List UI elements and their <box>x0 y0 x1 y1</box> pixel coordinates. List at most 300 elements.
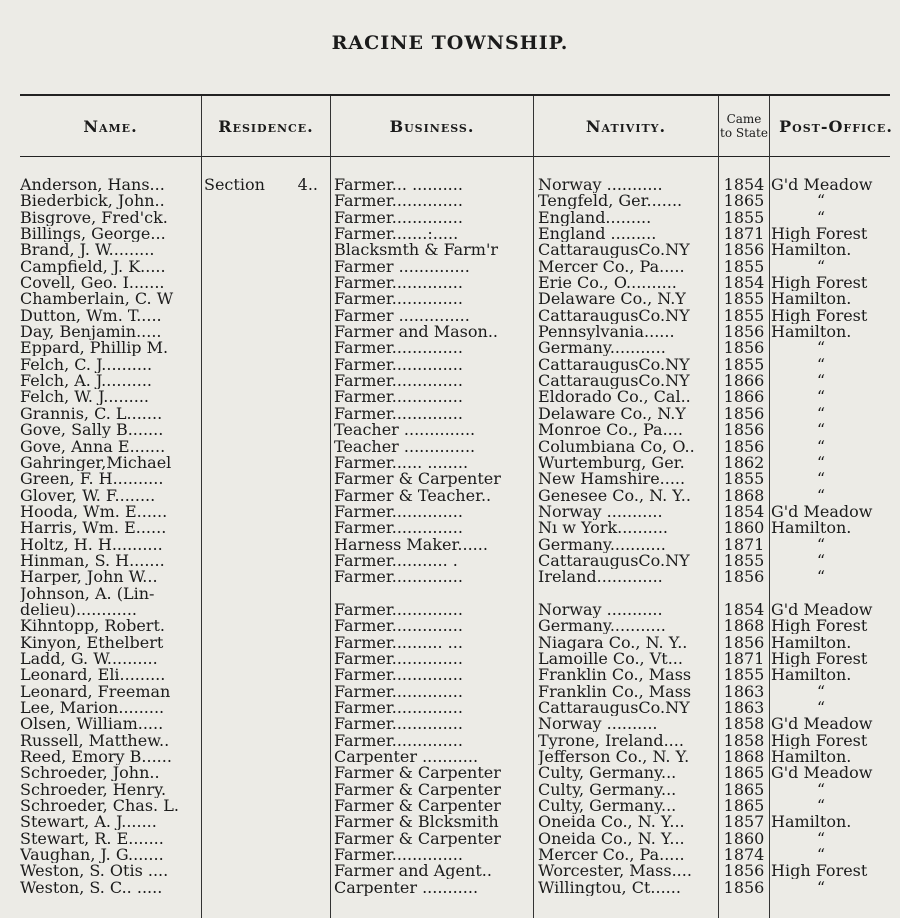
row-post-office <box>771 488 896 504</box>
row-business: Teacher .............. <box>334 438 476 455</box>
row-nativity: Columbiana Co, O.. <box>538 438 695 455</box>
table-row <box>0 488 900 504</box>
row-came-to-state: 1868 <box>723 487 765 504</box>
row-name: Johnson, A. (Lin- <box>20 585 155 602</box>
row-business: Farmer.............. <box>334 373 463 390</box>
row-came-to-state: 1854 <box>723 601 765 618</box>
row-nativity: Oneida Co., N. Y... <box>538 830 685 847</box>
row-business: Farmer... .......... <box>334 177 463 193</box>
row-nativity: Culty, Germany... <box>538 798 677 815</box>
row-came-to-state: 1862 <box>723 454 765 471</box>
row-came-to-state: 1856 <box>723 569 765 586</box>
row-nativity: Delaware Co., N.Y <box>538 291 686 308</box>
row-name: Gahringer,Michael <box>20 454 172 471</box>
residence-label: Section <box>204 177 265 193</box>
ditto-mark: “ <box>816 683 826 700</box>
row-business: Farmer.............. <box>334 405 463 422</box>
row-post-office <box>771 242 896 258</box>
row-post-office <box>771 814 896 830</box>
row-nativity: Franklin Co., Mass <box>538 667 692 684</box>
ditto-mark: “ <box>816 700 826 716</box>
row-nativity: Wurtemburg, Ger. <box>538 454 685 471</box>
row-nativity: Oneida Co., N. Y... <box>538 814 685 831</box>
row-business: Farmer.............. <box>334 291 463 308</box>
post-office-value: Hamilton. <box>771 324 852 341</box>
row-nativity: Germany........... <box>538 536 666 553</box>
row-post-office <box>771 569 896 585</box>
ditto-mark: “ <box>816 422 826 439</box>
row-nativity: Mercer Co., Pa..... <box>538 847 685 864</box>
row-nativity: Tyrone, Ireland.... <box>538 732 684 749</box>
post-office-value: Hamilton. <box>771 634 852 651</box>
section-number: 4.. <box>297 177 318 193</box>
row-came-to-state: 1855 <box>723 258 765 275</box>
row-post-office <box>771 798 896 814</box>
row-name: Green, F. H.......... <box>20 471 164 488</box>
row-nativity: Franklin Co., Mass <box>538 683 692 700</box>
row-business: Farmer.............. <box>334 618 463 635</box>
row-came-to-state: 1854 <box>723 177 765 193</box>
row-nativity: Eldorado Co., Cal.. <box>538 389 691 406</box>
row-nativity: Tengfeld, Ger....... <box>538 193 683 210</box>
table-row <box>0 259 900 275</box>
row-name: Felch, C. J.......... <box>20 356 153 373</box>
row-nativity: New Hamshire..... <box>538 471 686 488</box>
row-name: Grannis, C. L....... <box>20 405 163 422</box>
table-row <box>0 389 900 405</box>
row-business: Farmer & Teacher.. <box>334 487 492 504</box>
ditto-mark: “ <box>816 193 826 210</box>
row-post-office <box>771 210 896 226</box>
row-post-office <box>771 880 896 896</box>
row-nativity: CattaraugusCo.NY <box>538 552 690 569</box>
row-residence <box>204 177 326 193</box>
post-office-value: High Forest <box>771 732 868 749</box>
row-came-to-state: 1865 <box>723 765 765 782</box>
row-name: Holtz, H. H.......... <box>20 536 163 553</box>
row-post-office <box>771 520 896 536</box>
row-business: Teacher .............. <box>334 422 476 439</box>
row-name: Felch, A. J.......... <box>20 373 153 390</box>
row-business: Farmer.............. <box>334 275 463 292</box>
row-name: Felch, W. J......... <box>20 389 150 406</box>
row-came-to-state: 1858 <box>723 716 765 733</box>
ditto-mark: “ <box>816 373 826 390</box>
row-came-to-state: 1868 <box>723 618 765 635</box>
row-name: Vaughan, J. G....... <box>20 847 164 864</box>
row-business: Farmer & Carpenter <box>334 781 501 798</box>
table-row <box>0 455 900 471</box>
row-business: Farmer & Blcksmith <box>334 814 499 831</box>
row-came-to-state: 1871 <box>723 226 765 243</box>
row-business: Farmer.............. <box>334 209 463 226</box>
table-row <box>0 422 900 438</box>
row-post-office <box>771 340 896 356</box>
row-post-office <box>771 602 896 618</box>
post-office-value: G'd Meadow <box>771 716 873 733</box>
row-name: Weston, S. Otis .... <box>20 863 169 880</box>
table-row <box>0 684 900 700</box>
table-row <box>0 553 900 569</box>
ditto-mark: “ <box>816 438 826 455</box>
row-nativity: Norway ........... <box>538 503 663 520</box>
row-came-to-state: 1856 <box>723 438 765 455</box>
row-came-to-state: 1865 <box>723 781 765 798</box>
row-name: Schroeder, Henry. <box>20 781 167 798</box>
row-name: Glover, W. F........ <box>20 487 156 504</box>
row-name: Weston, S. C.. ..... <box>20 879 163 896</box>
post-office-value: High Forest <box>771 307 868 324</box>
row-name: Russell, Matthew.. <box>20 732 170 749</box>
row-name: Kinyon, Ethelbert <box>20 634 164 651</box>
row-name: Gove, Sally B....... <box>20 422 164 439</box>
row-nativity: CattaraugusCo.NY <box>538 307 690 324</box>
row-business: Farmer...... ........ <box>334 454 469 471</box>
row-post-office <box>771 667 896 683</box>
row-nativity: England......... <box>538 209 652 226</box>
row-post-office <box>771 635 896 651</box>
row-name: Chamberlain, C. W <box>20 291 174 308</box>
post-office-value: High Forest <box>771 650 868 667</box>
row-business: Farmer.......:..... <box>334 226 459 243</box>
row-came-to-state: 1860 <box>723 830 765 847</box>
row-name: Reed, Emory B...... <box>20 749 172 766</box>
row-post-office <box>771 553 896 569</box>
post-office-value: High Forest <box>771 863 868 880</box>
row-name: Kihntopp, Robert. <box>20 618 165 635</box>
row-nativity: Mercer Co., Pa..... <box>538 258 685 275</box>
row-post-office <box>771 324 896 340</box>
row-nativity: CattaraugusCo.NY <box>538 356 690 373</box>
row-post-office <box>771 716 896 732</box>
row-name: Dutton, Wm. T..... <box>20 307 162 324</box>
table-row <box>0 651 900 667</box>
row-post-office <box>771 406 896 422</box>
row-post-office <box>771 537 896 553</box>
header-residence: Residence. <box>218 116 314 136</box>
row-post-office <box>771 700 896 716</box>
table-row <box>0 520 900 536</box>
row-came-to-state: 1866 <box>723 389 765 406</box>
row-business: Blacksmth & Farm'r <box>334 242 499 259</box>
row-came-to-state: 1856 <box>723 879 765 896</box>
row-nativity: Ireland............. <box>538 569 663 586</box>
table-row <box>0 749 900 765</box>
page-title: RACINE TOWNSHIP. <box>331 32 569 54</box>
row-business: Farmer.............. <box>334 847 463 864</box>
table-row <box>0 798 900 814</box>
row-name: Hooda, Wm. E...... <box>20 503 168 520</box>
ditto-mark: “ <box>816 569 826 586</box>
table-row <box>0 635 900 651</box>
header-bottom-rule <box>20 156 890 157</box>
row-name: delieu)............ <box>20 601 137 618</box>
table-row <box>0 193 900 209</box>
row-business: Farmer.............. <box>334 356 463 373</box>
table-row <box>0 880 900 896</box>
row-came-to-state: 1868 <box>723 749 765 766</box>
row-nativity: CattaraugusCo.NY <box>538 242 690 259</box>
row-came-to-state: 1865 <box>723 193 765 210</box>
table-row <box>0 847 900 863</box>
row-post-office <box>771 765 896 781</box>
table-row <box>0 226 900 242</box>
header-business: Business. <box>389 116 475 136</box>
row-came-to-state: 1855 <box>723 209 765 226</box>
row-post-office <box>771 193 896 209</box>
table-row <box>0 700 900 716</box>
row-post-office <box>771 749 896 765</box>
row-came-to-state: 1858 <box>723 732 765 749</box>
ditto-mark: “ <box>816 258 826 275</box>
row-post-office <box>771 275 896 291</box>
row-business: Carpenter ........... <box>334 749 479 766</box>
row-nativity: Niagara Co., N. Y.. <box>538 634 688 651</box>
ditto-mark: “ <box>816 389 826 406</box>
row-name: Brand, J. W......... <box>20 242 155 259</box>
row-name: Schroeder, Chas. L. <box>20 798 179 815</box>
row-name: Day, Benjamin..... <box>20 324 162 341</box>
header-post-office: Post-Office. <box>779 116 893 136</box>
ditto-mark: “ <box>816 879 826 896</box>
table-row <box>0 814 900 830</box>
row-post-office <box>771 831 896 847</box>
table-row <box>0 667 900 683</box>
table-row <box>0 275 900 291</box>
row-nativity: CattaraugusCo.NY <box>538 373 690 390</box>
row-came-to-state: 1863 <box>723 683 765 700</box>
table-row <box>0 602 900 618</box>
row-post-office <box>771 733 896 749</box>
table-row <box>0 765 900 781</box>
row-business: Farmer.............. <box>334 650 463 667</box>
ditto-mark: “ <box>816 781 826 798</box>
post-office-value: Hamilton. <box>771 814 852 831</box>
row-name: Eppard, Phillip M. <box>20 340 169 357</box>
row-came-to-state: 1871 <box>723 650 765 667</box>
row-post-office <box>771 308 896 324</box>
table-row <box>0 782 900 798</box>
row-name: Hinman, S. H....... <box>20 552 165 569</box>
row-name: Stewart, A. J....... <box>20 814 157 831</box>
ditto-mark: “ <box>816 209 826 226</box>
row-nativity: Jefferson Co., N. Y. <box>538 749 690 766</box>
row-name: Campfield, J. K..... <box>20 258 166 275</box>
row-post-office <box>771 177 896 193</box>
ditto-mark: “ <box>816 487 826 504</box>
row-came-to-state: 1855 <box>723 471 765 488</box>
row-business: Farmer.............. <box>334 389 463 406</box>
row-nativity: Nı w York.......... <box>538 520 668 537</box>
ditto-mark: “ <box>816 847 826 864</box>
row-business: Farmer.............. <box>334 503 463 520</box>
row-nativity: Pennsylvania...... <box>538 324 675 341</box>
table-row <box>0 308 900 324</box>
row-business: Farmer.............. <box>334 520 463 537</box>
row-nativity: England ......... <box>538 226 657 243</box>
header-name: Name. <box>83 116 138 136</box>
row-nativity: Erie Co., O.......... <box>538 275 677 292</box>
row-came-to-state: 1856 <box>723 405 765 422</box>
table-row <box>0 569 900 585</box>
row-business: Farmer & Carpenter <box>334 798 501 815</box>
ditto-mark: “ <box>816 830 826 847</box>
row-nativity: Monroe Co., Pa.... <box>538 422 683 439</box>
row-came-to-state: 1857 <box>723 814 765 831</box>
row-name: Covell, Geo. I....... <box>20 275 165 292</box>
row-came-to-state: 1856 <box>723 422 765 439</box>
row-nativity: Norway .......... <box>538 716 658 733</box>
row-post-office <box>771 782 896 798</box>
row-post-office <box>771 651 896 667</box>
row-name: Leonard, Eli......... <box>20 667 166 684</box>
table-row <box>0 618 900 634</box>
row-name: Harris, Wm. E...... <box>20 520 167 537</box>
header-came-to-state: Came to State <box>720 112 768 140</box>
table-row <box>0 324 900 340</box>
row-business: Farmer.............. <box>334 683 463 700</box>
post-office-value: High Forest <box>771 275 868 292</box>
directory-table-body <box>0 177 900 896</box>
row-post-office <box>771 422 896 438</box>
row-post-office <box>771 439 896 455</box>
row-business: Farmer.............. <box>334 193 463 210</box>
table-row <box>0 863 900 879</box>
row-came-to-state: 1855 <box>723 667 765 684</box>
row-name: Anderson, Hans... <box>20 177 165 193</box>
ditto-mark: “ <box>816 798 826 815</box>
row-post-office <box>771 863 896 879</box>
row-name: Gove, Anna E....... <box>20 438 166 455</box>
row-came-to-state: 1855 <box>723 307 765 324</box>
row-came-to-state: 1863 <box>723 700 765 716</box>
row-business: Farmer........... . <box>334 552 458 569</box>
header-nativity: Nativity. <box>585 116 667 136</box>
row-name: Bisgrove, Fred'ck. <box>20 209 168 226</box>
post-office-value: Hamilton. <box>771 749 852 766</box>
row-nativity: Germany........... <box>538 618 666 635</box>
row-business: Farmer.............. <box>334 569 463 586</box>
row-name: Leonard, Freeman <box>20 683 171 700</box>
ditto-mark: “ <box>816 471 826 488</box>
table-row <box>0 586 900 602</box>
row-business: Farmer.............. <box>334 732 463 749</box>
row-name: Olsen, William..... <box>20 716 164 733</box>
post-office-value: High Forest <box>771 226 868 243</box>
table-row <box>0 537 900 553</box>
post-office-value: G'd Meadow <box>771 503 873 520</box>
row-name: Harper, John W... <box>20 569 158 586</box>
table-row <box>0 291 900 307</box>
row-nativity: Genesee Co., N. Y.. <box>538 487 691 504</box>
row-business: Farmer.............. <box>334 601 463 618</box>
row-business: Farmer & Carpenter <box>334 471 501 488</box>
post-office-value: Hamilton. <box>771 242 852 259</box>
table-row <box>0 406 900 422</box>
row-post-office <box>771 504 896 520</box>
post-office-value: Hamilton. <box>771 291 852 308</box>
row-nativity: Lamoille Co., Vt... <box>538 650 683 667</box>
row-came-to-state: 1855 <box>723 356 765 373</box>
row-business: Farmer.............. <box>334 700 463 716</box>
row-nativity: CattaraugusCo.NY <box>538 700 690 716</box>
row-came-to-state: 1874 <box>723 847 765 864</box>
row-came-to-state: 1860 <box>723 520 765 537</box>
row-name: Biederbick, John.. <box>20 193 165 210</box>
row-nativity: Culty, Germany... <box>538 765 677 782</box>
post-office-value: Hamilton. <box>771 667 852 684</box>
row-post-office <box>771 455 896 471</box>
table-row <box>0 373 900 389</box>
row-business: Farmer .............. <box>334 307 470 324</box>
row-post-office <box>771 618 896 634</box>
row-name: Billings, George... <box>20 226 166 243</box>
row-post-office <box>771 373 896 389</box>
table-row <box>0 357 900 373</box>
row-business: Farmer.......... ... <box>334 634 463 651</box>
row-came-to-state: 1855 <box>723 291 765 308</box>
row-post-office <box>771 471 896 487</box>
row-came-to-state: 1856 <box>723 340 765 357</box>
row-business: Farmer.............. <box>334 716 463 733</box>
table-row <box>0 733 900 749</box>
row-post-office <box>771 847 896 863</box>
post-office-value: G'd Meadow <box>771 765 873 782</box>
row-post-office <box>771 357 896 373</box>
row-nativity: Willingtou, Ct...... <box>538 879 681 896</box>
post-office-value: G'd Meadow <box>771 177 873 193</box>
table-row <box>0 242 900 258</box>
row-business: Farmer & Carpenter <box>334 765 501 782</box>
row-came-to-state: 1865 <box>723 798 765 815</box>
row-nativity: Delaware Co., N.Y <box>538 405 686 422</box>
row-came-to-state: 1856 <box>723 324 765 341</box>
row-came-to-state: 1855 <box>723 552 765 569</box>
table-row <box>0 716 900 732</box>
row-post-office <box>771 259 896 275</box>
row-post-office <box>771 291 896 307</box>
ditto-mark: “ <box>816 356 826 373</box>
post-office-value: Hamilton. <box>771 520 852 537</box>
row-came-to-state: 1856 <box>723 242 765 259</box>
row-came-to-state: 1854 <box>723 275 765 292</box>
table-row <box>0 439 900 455</box>
row-name: Lee, Marion......... <box>20 700 165 716</box>
row-name: Schroeder, John.. <box>20 765 160 782</box>
row-business: Farmer.............. <box>334 340 463 357</box>
post-office-value: High Forest <box>771 618 868 635</box>
row-nativity: Worcester, Mass.... <box>538 863 692 880</box>
table-row <box>0 504 900 520</box>
row-business: Farmer and Agent.. <box>334 863 492 880</box>
table-row <box>0 340 900 356</box>
ditto-mark: “ <box>816 454 826 471</box>
row-business: Carpenter ........... <box>334 879 479 896</box>
row-came-to-state: 1866 <box>723 373 765 390</box>
row-nativity: Norway ........... <box>538 601 663 618</box>
table-row <box>0 471 900 487</box>
row-nativity: Germany........... <box>538 340 666 357</box>
row-business: Farmer.............. <box>334 667 463 684</box>
row-post-office <box>771 226 896 242</box>
ditto-mark: “ <box>816 340 826 357</box>
row-came-to-state: 1856 <box>723 634 765 651</box>
row-came-to-state: 1856 <box>723 863 765 880</box>
row-business: Farmer .............. <box>334 258 470 275</box>
row-nativity: Culty, Germany... <box>538 781 677 798</box>
row-business: Farmer & Carpenter <box>334 830 501 847</box>
table-row <box>0 210 900 226</box>
